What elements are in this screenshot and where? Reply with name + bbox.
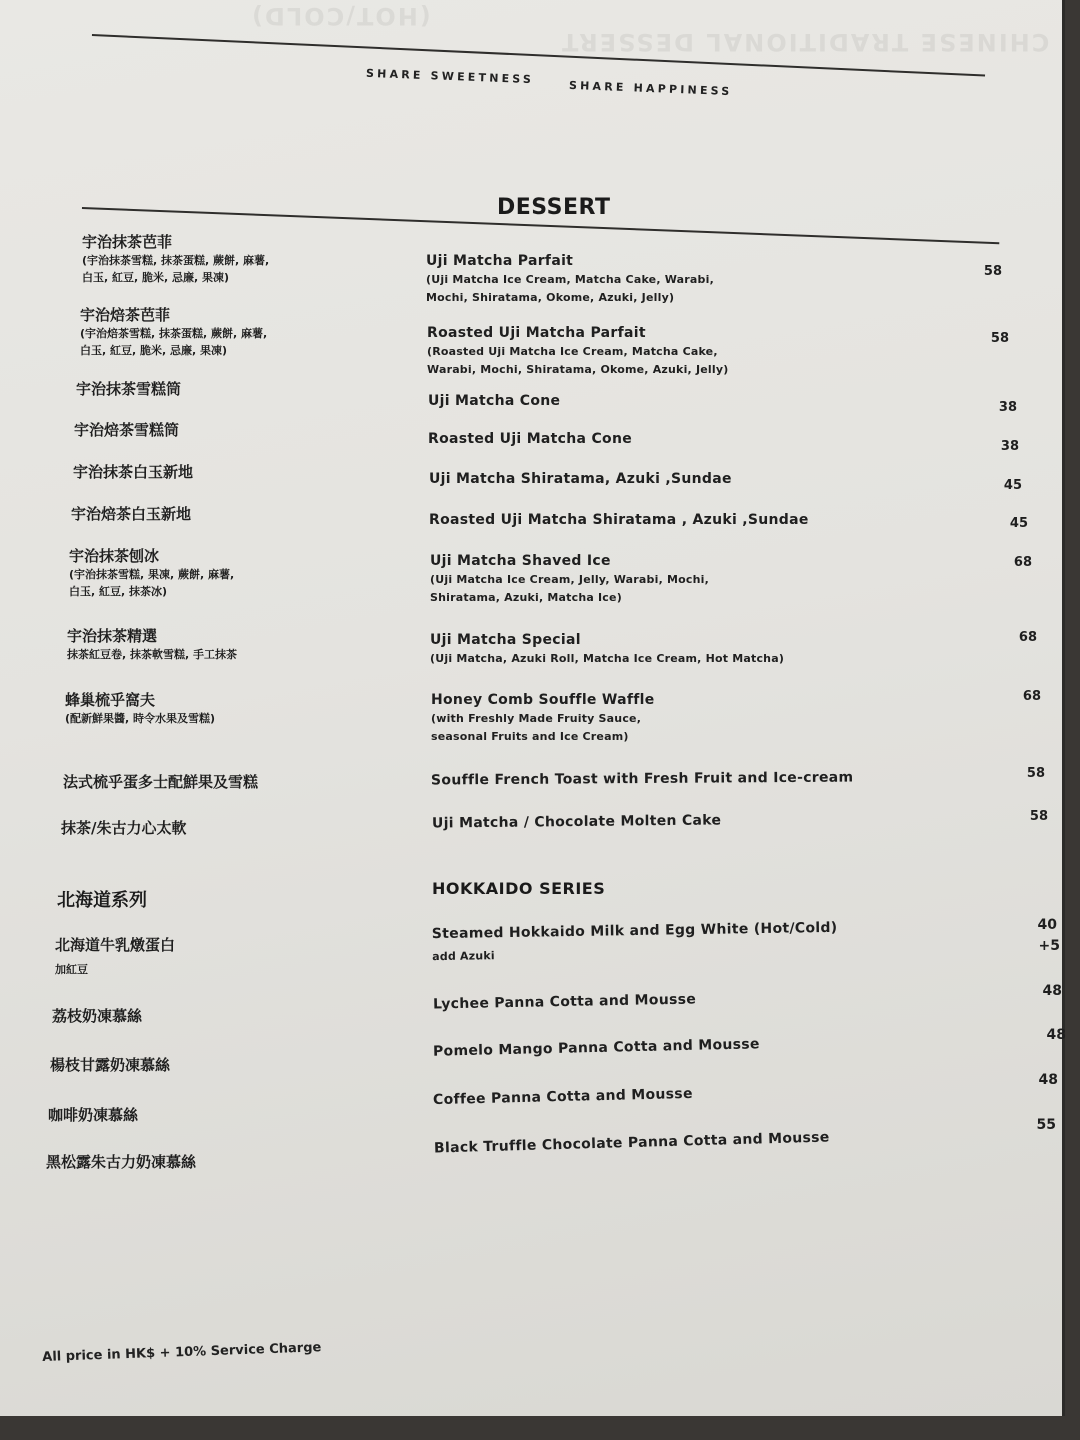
item-name-en: Uji Matcha Special [430,632,581,648]
item-desc-en: Warabi, Mochi, Shiratama, Okome, Azuki, Jelly) [427,363,729,376]
list-item [80,305,267,359]
list-item [69,546,234,600]
list-item [48,1105,138,1125]
item-desc-zh: 抹茶紅豆卷, 抹茶軟雪糕, 手工抹茶 [67,648,238,661]
item-desc-zh: 加紅豆 [55,963,88,976]
item-name-zh: 宇治焙茶芭菲 [80,306,171,324]
item-name-zh: 咖啡奶凍慕絲 [48,1106,139,1124]
item-desc-en: (Uji Matcha Ice Cream, Matcha Cake, Warabi, [426,273,714,286]
list-item [432,811,721,833]
item-price: 58 [983,264,1002,279]
item-name-en: Uji Matcha / Chocolate Molten Cake [431,812,722,832]
item-price: 68 [1018,630,1037,645]
item-name-zh: 荔枝奶凍慕絲 [52,1007,143,1025]
item-desc-zh: (宇治焙茶雪糕, 抹茶蛋糕, 蕨餅, 麻薯, [80,327,268,340]
item-desc-en: seasonal Fruits and Ice Cream) [431,730,629,743]
item-price: 45 [1009,516,1028,531]
item-name-en: Uji Matcha Shiratama, Azuki ,Sundae [429,471,732,487]
list-item [430,631,784,668]
item-price: 38 [1000,439,1019,454]
item-name-en: Steamed Hokkaido Milk and Egg White (Hot/Cold) [431,919,838,943]
list-item [433,1085,693,1110]
section-title-en: HOKKAIDO SERIES [432,879,606,898]
item-name-en: Souffle French Toast with Fresh Fruit and Ice-cream [430,769,854,789]
list-item [431,691,655,746]
list-item [428,392,560,411]
item-name-en: Coffee Panna Cotta and Mousse [432,1085,693,1109]
list-item [426,252,714,307]
item-name-zh: 法式梳乎蛋多士配鮮果及雪糕 [63,773,259,791]
page-title: DESSERT [497,195,611,220]
item-desc-zh: (配新鮮果醬, 時令水果及雪糕) [65,712,216,725]
item-desc-en: (Uji Matcha Ice Cream, Jelly, Warabi, Mochi, [430,573,710,586]
item-price: 58 [990,331,1009,346]
item-desc-zh: (宇治抹茶雪糕, 果凍, 蕨餅, 麻薯, [69,568,235,581]
item-desc-en: Mochi, Shiratama, Okome, Azuki, Jelly) [426,291,675,304]
item-name-en: Lychee Panna Cotta and Mousse [432,991,697,1013]
list-item [432,919,838,966]
list-item [74,420,179,440]
item-price: 48 [1046,1027,1066,1043]
item-name-zh: 北海道牛乳燉蛋白 [55,936,176,954]
footer-note: All price in HK$ + 10% Service Charge [42,1340,322,1365]
item-price: 48 [1038,1072,1058,1088]
item-name-zh: 宇治抹茶芭菲 [82,233,173,251]
list-item [429,470,732,489]
item-desc-en: (Roasted Uji Matcha Ice Cream, Matcha Cake, [427,345,718,358]
item-name-zh: 宇治抹茶白玉新地 [73,463,194,481]
list-item [65,690,215,727]
list-item [429,511,809,530]
item-name-zh: 黑松露朱古力奶凍慕絲 [46,1153,197,1171]
item-name-en: Black Truffle Chocolate Panna Cotta and Mousse [433,1129,830,1157]
list-item [67,626,237,663]
bleed-through-text: (HOT/COLD) [250,2,431,30]
item-desc-zh: (宇治抹茶雪糕, 抹茶蛋糕, 蕨餅, 麻薯, [82,254,270,267]
list-item [433,990,696,1014]
list-item [52,1006,142,1026]
item-name-zh: 楊枝甘露奶凍慕絲 [50,1056,171,1074]
item-price: 68 [1022,689,1041,704]
item-desc-en: (Uji Matcha, Azuki Roll, Matcha Ice Cream, Hot Matcha) [430,652,785,665]
item-price: 45 [1003,478,1022,493]
item-price: 38 [998,400,1017,415]
item-name-en: Roasted Uji Matcha Shiratama , Azuki ,Sundae [429,512,809,528]
item-desc-en: Shiratama, Azuki, Matcha Ice) [430,591,622,604]
item-name-zh: 抹茶/朱古力心太軟 [61,819,187,837]
item-name-en: Uji Matcha Cone [428,393,561,409]
item-price-extra: +5 [1038,938,1060,954]
item-name-en: Honey Comb Souffle Waffle [431,692,655,708]
list-item [76,379,181,399]
item-price: 58 [1026,766,1045,781]
list-item [61,818,186,838]
list-item [430,552,709,607]
item-name-zh: 宇治抹茶雪糕筒 [76,380,182,398]
item-price: 68 [1013,555,1032,570]
item-price: 48 [1042,983,1062,999]
item-name-zh: 宇治抹茶刨冰 [69,547,160,565]
item-name-zh: 宇治焙茶白玉新地 [71,505,192,523]
section-title-zh: 北海道系列 [57,890,147,911]
list-item [431,769,854,791]
item-desc-en: add Azuki [432,949,495,964]
item-name-zh: 宇治抹茶精選 [67,627,158,645]
list-item [82,232,269,286]
list-item [428,430,632,449]
tagline-right: SHARE HAPPINESS [568,78,733,99]
list-item [427,324,728,379]
tagline-left: SHARE SWEETNESS [365,66,535,87]
bleed-through-text: CHINESE TRADITIONAL DESSERT [560,28,1050,56]
list-item [71,504,191,524]
item-price: 40 [1037,917,1057,933]
list-item [55,935,175,978]
item-name-en: Roasted Uji Matcha Parfait [427,325,646,341]
list-item [63,772,258,792]
item-price: 58 [1029,809,1048,824]
item-desc-en: (with Freshly Made Fruity Sauce, [431,712,642,725]
item-name-en: Pomelo Mango Panna Cotta and Mousse [432,1036,760,1060]
list-item [73,462,193,482]
item-desc-zh: 白玉, 紅豆, 抹茶冰) [69,585,168,598]
list-item [46,1152,196,1172]
item-name-en: Roasted Uji Matcha Cone [428,431,633,447]
item-name-en: Uji Matcha Shaved Ice [430,553,611,569]
list-item [50,1055,170,1075]
list-item [434,1128,830,1158]
item-name-zh: 蜂巢梳乎窩夫 [65,691,156,709]
item-name-zh: 宇治焙茶雪糕筒 [74,421,180,439]
item-price: 55 [1036,1117,1056,1133]
item-desc-zh: 白玉, 紅豆, 脆米, 忌廉, 果凍) [82,271,230,284]
item-name-en: Uji Matcha Parfait [426,253,574,269]
item-desc-zh: 白玉, 紅豆, 脆米, 忌廉, 果凍) [80,344,228,357]
list-item [433,1035,760,1061]
